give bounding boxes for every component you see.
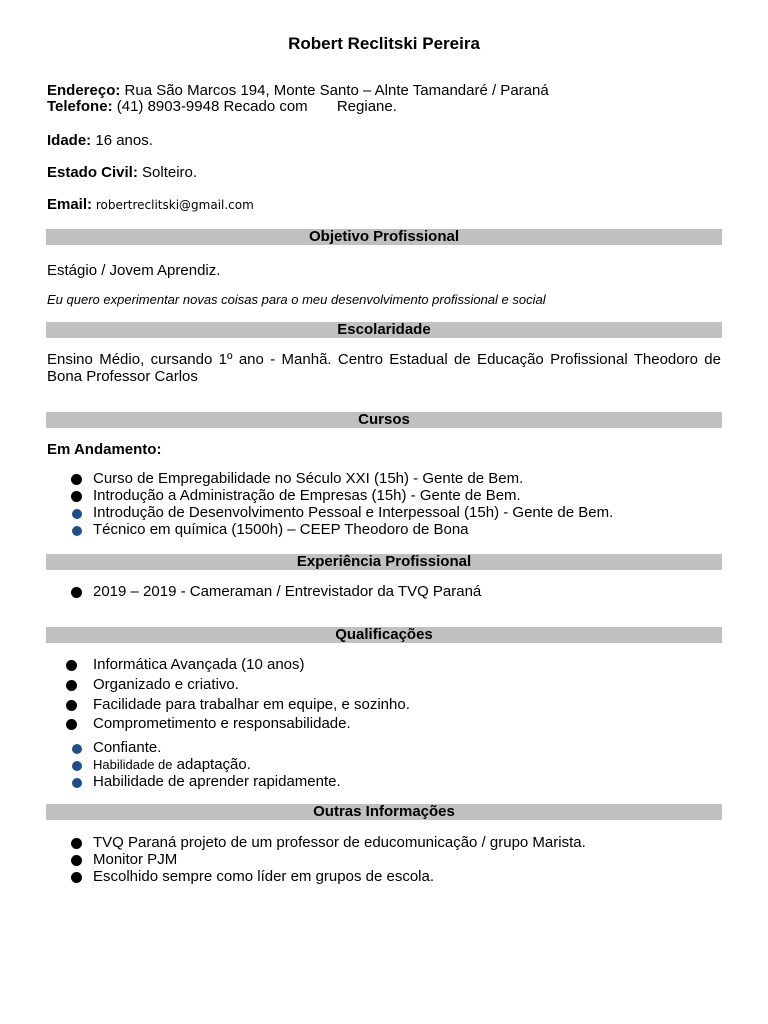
email-line [47,196,254,213]
bullet-icon [71,491,82,502]
section-experiencia: Experiência Profissional [46,554,722,570]
email-label: Email: [47,196,93,213]
marital-line [47,164,197,181]
section-cursos: Cursos [46,412,722,428]
address-label: Endereço: [47,82,121,99]
bullet-icon [71,838,82,849]
bullet-icon [66,719,77,730]
bullet-icon [72,526,82,536]
age-label: Idade: [47,132,92,149]
section-escolaridade: Escolaridade [46,322,722,338]
objetivo-line2: Eu quero experimentar novas coisas para o meu desenvolvimento profissional e social [47,292,546,307]
email-value: robertreclitski@gmail.com [92,198,254,212]
bullet-icon [66,660,77,671]
bullet-icon [71,587,82,598]
bullet-icon [66,700,77,711]
section-qualificacoes: Qualificações [46,627,722,643]
bullet-icon [72,761,82,771]
age-value: 16 anos. [91,132,153,149]
section-outras: Outras Informações [46,804,722,820]
address-value: Rua São Marcos 194, Monte Santo – Alnte Tamandaré / Paraná [120,82,549,99]
bullet-icon [72,778,82,788]
phone-value: (41) 8903-9948 Recado com Regiane. [112,98,397,115]
section-objetivo: Objetivo Profissional [46,229,722,245]
objetivo-line1: Estágio / Jovem Aprendiz. [47,262,221,279]
cursos-subheading: Em Andamento: [47,441,162,458]
marital-value: Solteiro. [137,164,198,181]
bullet-icon [71,855,82,866]
marital-label: Estado Civil: [47,164,138,181]
age-line [47,132,153,149]
phone-label: Telefone: [47,98,113,115]
bullet-icon [72,744,82,754]
bullet-icon [72,509,82,519]
resume-page: Robert Reclitski Pereira Endereço: Rua São Marcos 194, Monte Santo – Alnte Tamandaré / Paraná Telefone: (41) 8903-9948 Recado com Regiane. Idade: 16 anos. Estado Civil: Solteiro. Email: robertreclitski@gmail.com Objetivo Profissional Estágio / Jovem Aprendiz. Eu quero experimentar novas coisas para o meu desenvolvimento profissional e social Escolaridade Ensino Médio, cursando 1º ano - Manhã. Centro Estadual de Educação Profissional Theodoro de Bona Professor Carlos Cursos Em Andamento: Curso de Empregabilidade no Século XXI (15h) - Gente de Bem. Introdução a Administração de Empresas (15h) - Gente de Bem. Introdução de Desenvolvimento Pessoal e Interpessoal (15h) - Gente de Bem. Técnico em química (1500h) – CEEP Theodoro de Bona Experiência Profissional 2019 – 2019 - Cameraman / Entrevistador da TVQ Paraná Qualificações Informática Avançada (10 anos) Organizado e criativo. Facilidade para trabalhar em equipe, e sozinho. Comprometimento e responsabilidade. Confiante. Habilidade de adaptação. Habilidade de aprender rapidamente. Outras Informações TVQ Paraná projeto de um professor de educomunicação / grupo Marista. Monitor PJM Escolhido sempre como líder em grupos de escola. [0,0,768,1024]
bullet-icon [71,872,82,883]
address-line [47,82,549,99]
resume-name: Robert Reclitski Pereira [288,34,480,53]
escolaridade-text: Ensino Médio, cursando 1º ano - Manhã. Centro Estadual de Educação Profissional Theodoro de Bona Professor Carlos [47,351,721,385]
bullet-icon [66,680,77,691]
bullet-icon [71,474,82,485]
phone-line [47,98,397,115]
